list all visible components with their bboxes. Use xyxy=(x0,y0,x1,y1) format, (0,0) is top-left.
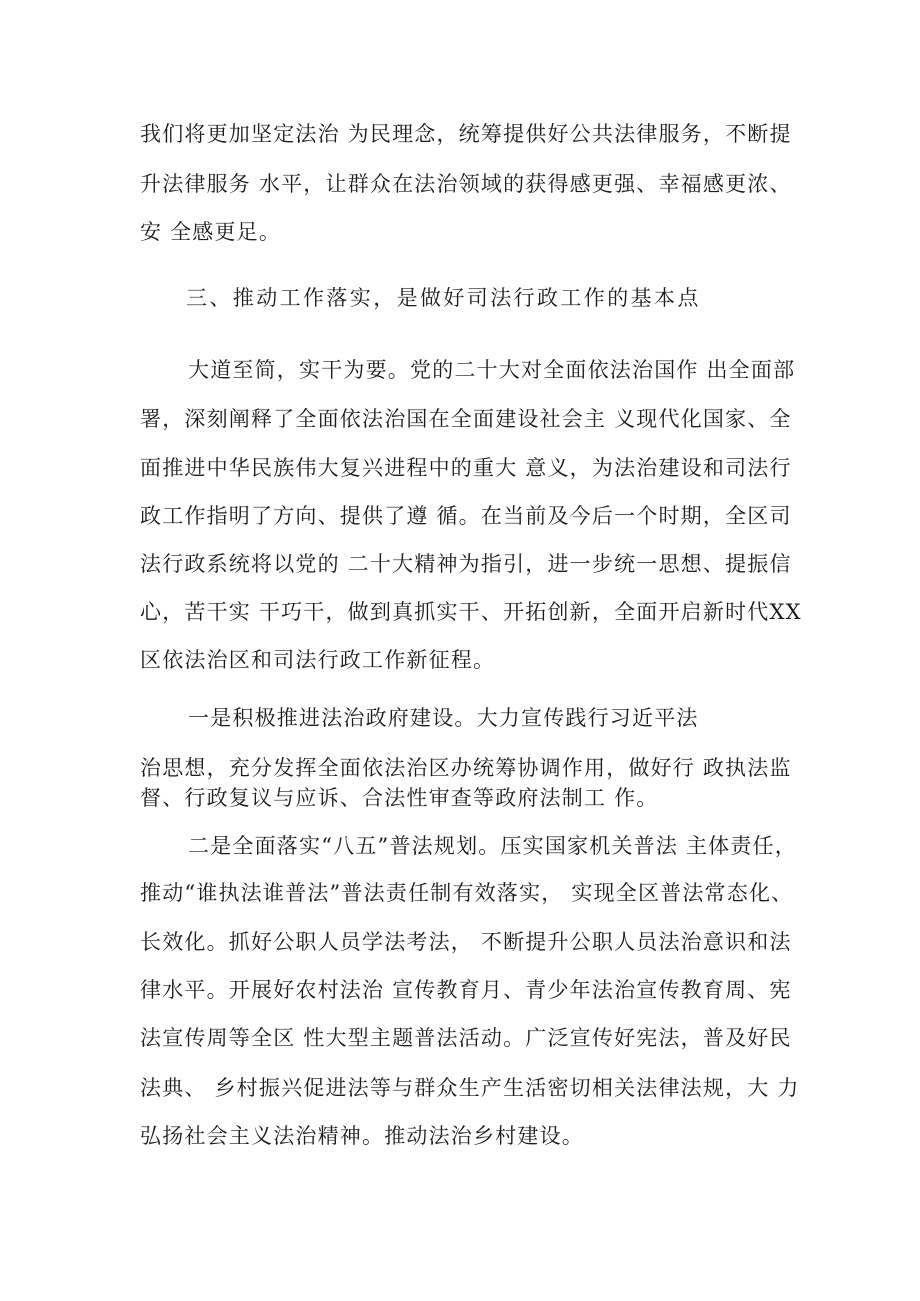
paragraph-line: 二是全面落实“八五”普法规划。压实国家机关普法 主体责任， xyxy=(188,834,797,858)
section-heading: 三、推动工作落实，是做好司法行政工作的基本点 xyxy=(186,286,701,310)
paragraph-line: 长效化。抓好公职人员学法考法， 不断提升公职人员法治意识和法 xyxy=(140,930,792,954)
paragraph-line: 面推进中华民族伟大复兴进程中的重大 意义，为法治建设和司法行 xyxy=(140,456,792,480)
paragraph-line: 心，苦干实 干巧干，做到真抓实干、开拓创新，全面开启新时代XX xyxy=(140,600,802,624)
paragraph-line: 政工作指明了方向、提供了遵 循。在当前及今后一个时期，全区司 xyxy=(140,504,792,528)
paragraph-line: 督、行政复议与应诉、合法性审查等政府法制工 作。 xyxy=(140,786,659,810)
paragraph-line: 推动“谁执法谁普法”普法责任制有效落实， 实现全区普法常态化、 xyxy=(140,881,794,905)
paragraph-line: 一是积极推进法治政府建设。大力宣传践行习近平法 xyxy=(188,706,699,730)
paragraph-line: 我们将更加坚定法治 为民理念，统筹提供好公共法律服务，不断提 xyxy=(140,122,792,146)
paragraph-line: 律水平。开展好农村法治 宣传教育月、青少年法治宣传教育周、宪 xyxy=(140,978,792,1002)
paragraph-line: 治思想，充分发挥全面依法治区办统筹协调作用，做好行 政执法监 xyxy=(140,756,792,780)
paragraph-line: 法典、 乡村振兴促进法等与群众生产生活密切相关法律法规，大 力 xyxy=(140,1076,800,1100)
paragraph-line: 弘扬社会主义法治精神。推动法治乡村建设。 xyxy=(140,1124,584,1148)
paragraph-line: 法行政系统将以党的 二十大精神为指引，进一步统一思想、提振信 xyxy=(140,552,792,576)
paragraph-line: 署，深刻阐释了全面依法治国在全面建设社会主 义现代化国家、全 xyxy=(140,407,792,431)
paragraph-line: 升法律服务 水平，让群众在法治领域的获得感更强、幸福感更浓、 xyxy=(140,172,792,196)
paragraph-line: 大道至简，实干为要。党的二十大对全面依法治国作 出全面部 xyxy=(188,358,796,382)
paragraph-line: 法宣传周等全区 性大型主题普法活动。广泛宣传好宪法，普及好民 xyxy=(140,1026,792,1050)
paragraph-line: 区依法治区和司法行政工作新征程。 xyxy=(140,648,496,672)
paragraph-line: 安 全感更足。 xyxy=(140,220,282,244)
